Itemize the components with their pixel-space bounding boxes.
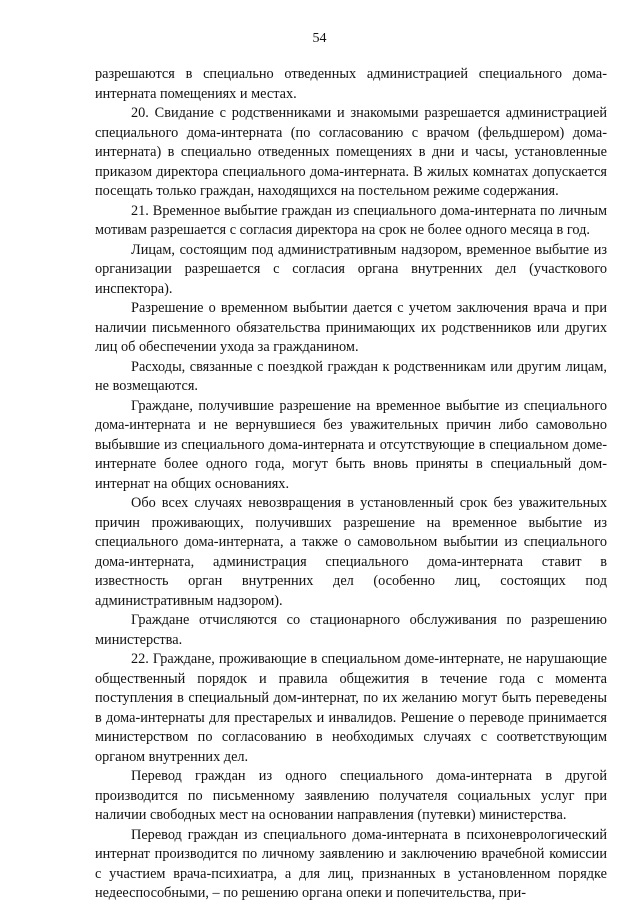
paragraph-continuation: разрешаются в специально отведенных администрацией специального дома-интерната помещениях и местах.: [95, 66, 607, 102]
page-number: 54: [312, 31, 327, 46]
paragraph-item-20: 20. Свидание с родственниками и знакомыми разрешается администрацией специального дома-интерната (по согласованию с врачом (фельдшером) дома-интерната) в специально отведенных помещениях в дни и часы, установленные приказом директора специального дома-интерната. В жилых комнатах допускается посещать только граждан, находящихся на постельном режиме содержания.: [95, 105, 607, 199]
paragraph-readmission: Граждане, получившие разрешение на временное выбытие из специального дома-интерната и не вернувшиеся без уважительных причин либо самовольно выбывшие из специального дома-интерната и отсутствующие в специальном доме-интернате более одного года, могут быть вновь приняты в специальный дом-интернат на общих основаниях.: [95, 397, 607, 492]
paragraph-leave-permission: Разрешение о временном выбытии дается с учетом заключения врача и при наличии письменного обязательства принимающих их родственников или других лиц об обеспечении ухода за гражданином.: [95, 300, 607, 355]
paragraph-transfer-between: Перевод граждан из одного специального дома-интерната в другой производится по письменному заявлению получателя социальных услуг при наличии свободных мест на основании направления (путевки) министерства.: [95, 768, 607, 823]
paragraph-non-return-notice: Обо всех случаях невозвращения в установленный срок без уважительных причин проживающих, получивших разрешение на временное выбытие из специального дома-интерната, а также о самовольном выбытии из специального дома-интерната, администрация специального дома-интерната ставит в известность орган внутренних дел (особенно лиц, состоящих под административным надзором).: [95, 495, 607, 609]
paragraph-travel-expenses: Расходы, связанные с поездкой граждан к родственникам или другим лицам, не возмещаются.: [95, 358, 607, 394]
paragraph-item-21: 21. Временное выбытие граждан из специального дома-интерната по личным мотивам разрешается с согласия директора на срок не более одного месяца в год.: [95, 202, 607, 238]
document-body: [95, 65, 607, 904]
paragraph-transfer-psychoneurological: Перевод граждан из специального дома-интерната в психоневрологический интернат производится по личному заявлению и заключению врачебной комиссии с участием врача-психиатра, а для лиц, признанных в установленном порядке недееспособными, – по решению органа опеки и попечительства, при-: [95, 826, 607, 901]
paragraph-discharge: Граждане отчисляются со стационарного обслуживания по разрешению министерства.: [95, 612, 607, 648]
paragraph-item-22: 22. Граждане, проживающие в специальном доме-интернате, не нарушающие общественный порядок и правила общежития в течение года с момента поступления в специальный дом-интернат, по их желанию могут быть переведены в дома-интернаты для престарелых и инвалидов. Решение о переводе принимается министерством по согласованию в необходимых случаях с соответствующим органом внутренних дел.: [95, 651, 607, 765]
paragraph-supervision: Лицам, состоящим под административным надзором, временное выбытие из организации разрешается с согласия органа внутренних дел (участкового инспектора).: [95, 241, 607, 297]
